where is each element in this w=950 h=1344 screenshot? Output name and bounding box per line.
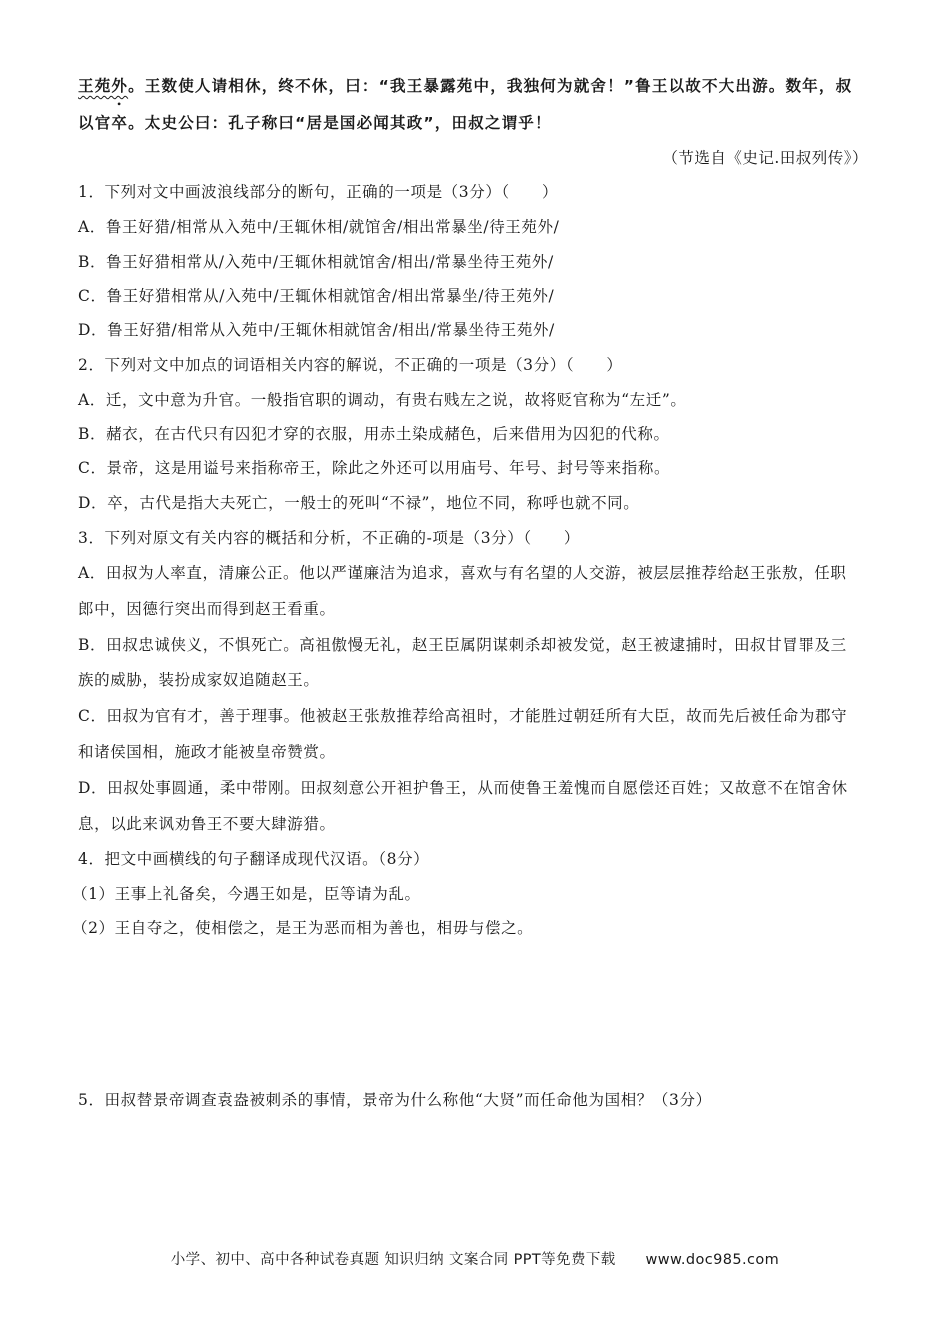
- q3-option-a-line-1: A．田叔为人率直，清廉公正。他以严谨廉洁为追求，喜欢与有名望的人交游，被层层推荐给赵王张敖，任职: [78, 564, 847, 582]
- q2-option-b: B．赭衣，在古代只有囚犯才穿的衣服，用赤土染成赭色，后来借用为囚犯的代称。: [78, 425, 670, 443]
- q3-option-b-line-1: B．田叔忠诚侠义，不惧死亡。高祖傲慢无礼，赵王臣属阴谋刺杀却被发觉，赵王被逮捕时，田叔甘冒罪及三: [78, 636, 847, 654]
- source-citation: （节选自《史记.田叔列传》）: [662, 149, 868, 167]
- passage-line-2: 以官卒。太史公曰：孔子称曰“居是国必闻其政”，田叔之谓乎！: [78, 114, 552, 132]
- q2-option-a: A．迁，文中意为升官。一般指官职的调动，有贵右贱左之说，故将贬官称为“左迁”。: [78, 391, 687, 409]
- q1-option-d: D．鲁王好猎/相常从入苑中/王辄休相就馆舍/相出/常暴坐待王苑外/: [78, 321, 555, 339]
- emphasis-dot-icon: •: [117, 97, 122, 111]
- page-footer: 小学、初中、高中各种试卷真题 知识归纳 文案合同 PPT等免费下载 www.doc985.com: [170, 1252, 780, 1268]
- q3-option-a-line-2: 郎中，因德行突出而得到赵王看重。: [78, 600, 336, 618]
- q3-option-c-line-2: 和诸侯国相，施政才能被皇帝赞赏。: [78, 743, 336, 761]
- q2-option-c: C．景帝，这是用谥号来指称帝王，除此之外还可以用庙号、年号、封号等来指称。: [78, 459, 671, 477]
- q3-option-b-line-2: 族的威胁，装扮成家奴追随赵王。: [78, 671, 320, 689]
- q1-option-c: C．鲁王好猎相常从/入苑中/王辄休相就馆舍/相出常暴坐/待王苑外/: [78, 287, 555, 305]
- q3-option-d-line-1: D．田叔处事圆通，柔中带刚。田叔刻意公开袒护鲁王，从而使鲁王羞愧而自愿偿还百姓；又故意不在馆舍休: [78, 779, 848, 797]
- passage-line-1-rest: 。王数使人请相休，终不休，曰：“我王暴露苑中，我独何为就舍！”鲁王以故不大出游。数年，叔: [128, 77, 853, 95]
- passage-line-1: [78, 74, 852, 96]
- q5-stem: 5．田叔替景帝调查袁盎被刺杀的事情，景帝为什么称他“大贤”而任命他为国相？（3分）: [78, 1091, 712, 1109]
- q4-sentence-1: （1）王事上礼备矣，今遇王如是，臣等请为乱。: [72, 885, 421, 903]
- q1-stem: 1．下列对文中画波浪线部分的断句，正确的一项是（3分）（ ）: [78, 183, 559, 201]
- q2-option-d: D．卒，古代是指大夫死亡，一般士的死叫“不禄”，地位不同，称呼也就不同。: [78, 494, 640, 512]
- q3-option-c-line-1: C．田叔为官有才，善于理事。他被赵王张敖推荐给高祖时，才能胜过朝廷所有大臣，故而先后被任命为郡守: [78, 707, 848, 725]
- q3-stem: 3．下列对原文有关内容的概括和分析，不正确的-项是（3分）（ ）: [78, 529, 581, 547]
- q2-stem: 2．下列对文中加点的词语相关内容的解说，不正确的一项是（3分）（ ）: [78, 356, 623, 374]
- q4-stem: 4．把文中画横线的句子翻译成现代汉语。（8分）: [78, 850, 430, 868]
- q1-option-b: B．鲁王好猎相常从/入苑中/王辄休相就馆舍/相出/常暴坐待王苑外/: [78, 253, 554, 271]
- q1-option-a: A．鲁王好猎/相常从入苑中/王辄休相/就馆舍/相出常暴坐/待王苑外/: [78, 218, 560, 236]
- q4-sentence-2: （2）王自夺之，使相偿之，是王为恶而相为善也，相毋与偿之。: [72, 919, 534, 937]
- q3-option-d-line-2: 息，以此来讽劝鲁王不要大肆游猎。: [78, 815, 336, 833]
- wavy-underlined-text: 王苑外: [78, 77, 129, 95]
